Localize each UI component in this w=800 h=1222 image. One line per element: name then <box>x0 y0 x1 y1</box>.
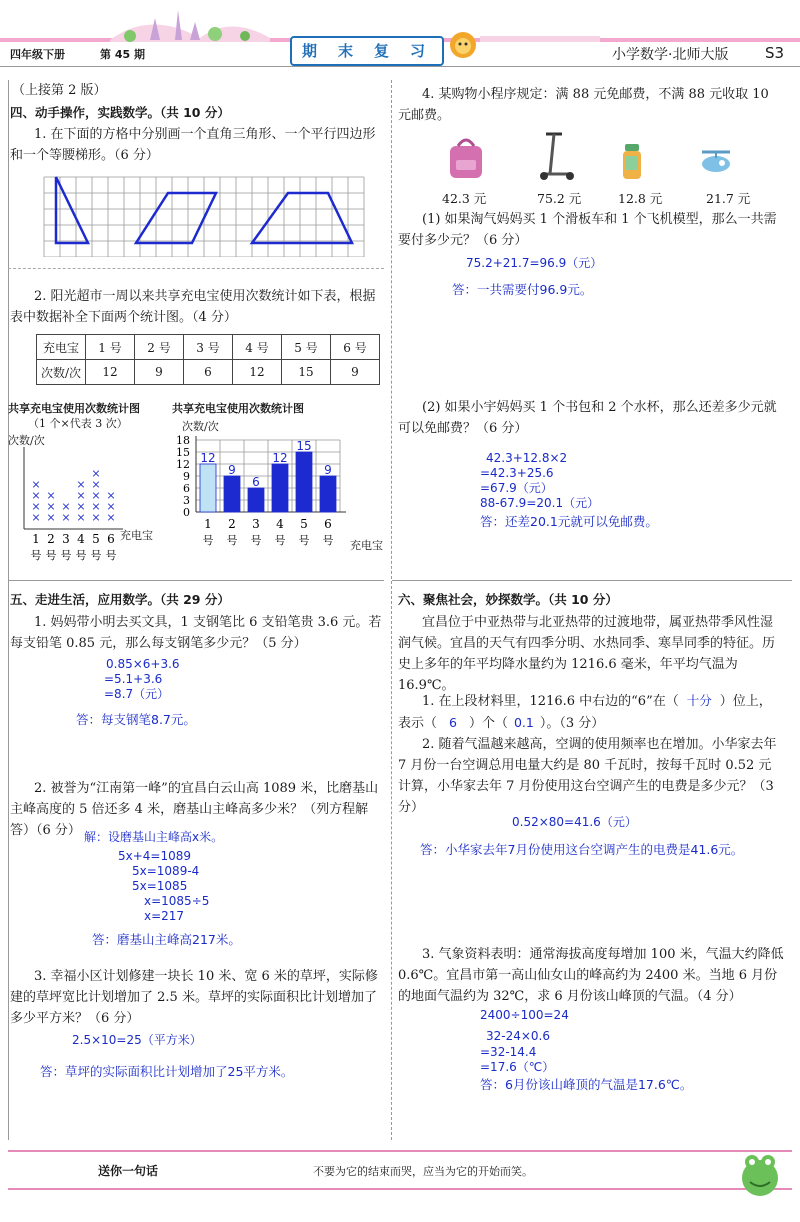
bar-y-tick: 15 <box>176 446 190 459</box>
bar-x-tick-unit: 号 <box>226 534 238 547</box>
bar-x-tick: 6 <box>324 517 332 531</box>
pictograph-mark: × <box>91 478 101 491</box>
bar-y-tick: 18 <box>176 434 190 447</box>
s5-q3: 3. 幸福小区计划修建一块长 10 米、宽 6 米的草坪，实际修建的草坪宽比计划增加了 2.5 米。草坪的实际面积比计划增加了多少平方米？（6 分） <box>10 969 378 1026</box>
s6-q1-text-b: ）位上， <box>719 694 772 709</box>
header-rule <box>0 66 800 67</box>
title-char-4: 习 <box>410 42 426 60</box>
page-number: S3 <box>765 44 785 62</box>
s5-a2-line2: 5x+4=1089 <box>118 849 192 863</box>
bar-y-tick: 3 <box>183 494 190 507</box>
s5-a2-line1: 解：设磨基山主峰高x米。 <box>84 830 224 844</box>
pictograph-mark: × <box>106 500 116 513</box>
s5-a2-line4: 5x=1085 <box>132 879 188 893</box>
chartB-xlabel: 充电宝 <box>350 539 383 552</box>
table-row <box>37 335 380 360</box>
lion-mascot-icon <box>448 30 478 60</box>
s6-q1-text-d: ）个（ <box>468 716 508 731</box>
s6-q1-line1 <box>422 690 772 712</box>
pictograph-mark: × <box>76 478 86 491</box>
pictograph-mark: × <box>106 511 116 524</box>
r4-sa1-line: 75.2+21.7=96.9（元） <box>466 256 603 270</box>
section-6-title: 六、聚焦社会，妙探数学。（共 10 分） <box>398 592 618 607</box>
table-cell: 9 <box>331 360 380 385</box>
rule-s4a <box>8 268 384 269</box>
scooter-icon <box>536 130 576 182</box>
s5-a2-line6: x=217 <box>144 909 185 923</box>
footer-quote: 不要为它的结束而哭，应当为它的开始而笑。 <box>313 1165 533 1178</box>
pictograph-mark: × <box>31 511 41 524</box>
chartA-subtitle: （1 个×代表 3 次） <box>28 417 128 430</box>
section-5-title: 五、走进生活，应用数学。（共 29 分） <box>10 592 230 607</box>
grade-label: 四年级下册 <box>10 48 65 61</box>
rule-right <box>392 580 792 581</box>
s6-a3-line2: 32-24×0.6 <box>486 1029 551 1043</box>
bar-y-tick: 12 <box>176 458 190 471</box>
table-cell: 2 号 <box>135 335 184 360</box>
s5-a1-result: 答：每支钢笔8.7元。 <box>76 712 196 727</box>
rule-s4b <box>8 580 384 581</box>
r4-sa2-line2: =42.3+25.6 <box>480 466 554 480</box>
price-plane: 21.7 元 <box>706 191 751 206</box>
pictograph-chart <box>18 445 153 565</box>
r4-sa2-line4: 88-67.9=20.1（元） <box>480 496 600 510</box>
s6-q1-text-a: 1. 在上段材料里，1216.6 中右边的“6”在（ <box>422 694 679 709</box>
subject-label: 小学数学·北师大版 <box>612 47 729 63</box>
frog-mascot-icon <box>730 1140 790 1200</box>
s6-q1-ans-place: 十分 <box>686 693 712 708</box>
bar-x-tick-unit: 号 <box>202 534 214 547</box>
bar-x-tick: 2 <box>228 517 236 531</box>
pictograph-tick-label: 6 <box>107 532 115 546</box>
pictograph-tick-unit: 号 <box>75 549 87 562</box>
bar-value-label: 9 <box>228 463 236 477</box>
bar <box>200 464 216 512</box>
table-cell: 6 <box>184 360 233 385</box>
r4-sa2-result: 答：还差20.1元就可以免邮费。 <box>480 514 658 529</box>
r4-question: 4. 某购物小程序规定：满 88 元免邮费，不满 88 元收取 10 元邮费。 <box>398 87 769 123</box>
pictograph-tick-unit: 号 <box>45 549 57 562</box>
bar-chart <box>176 432 376 572</box>
table-row <box>37 360 380 385</box>
bar-x-tick: 1 <box>204 517 212 531</box>
s6-q1-ans-unit: 0.1 <box>513 715 534 730</box>
r4-sa2-line1: 42.3+12.8×2 <box>486 451 568 465</box>
price-cup: 12.8 元 <box>618 191 663 206</box>
r4-subq2: (2) 如果小宇妈妈买 1 个书包和 2 个水杯，那么还差多少元就可以免邮费？（6 分） <box>398 400 777 436</box>
column-divider <box>391 80 392 1140</box>
s6-q1-text-e: ）。（3 分） <box>539 716 605 731</box>
bar-x-tick-unit: 号 <box>298 534 310 547</box>
bar-y-tick: 6 <box>183 482 190 495</box>
table-cell: 6 号 <box>331 335 380 360</box>
bar-x-tick: 3 <box>252 517 260 531</box>
table-cell: 15 <box>282 360 331 385</box>
s5-a2-result: 答：磨基山主峰高217米。 <box>92 932 241 947</box>
pictograph-mark: × <box>31 489 41 502</box>
pictograph-mark: × <box>91 500 101 513</box>
s6-a2-line: 0.52×80=41.6（元） <box>512 815 637 829</box>
bar-x-tick: 4 <box>276 517 284 531</box>
bar-x-tick-unit: 号 <box>322 534 334 547</box>
page-header <box>0 0 800 63</box>
pictograph-mark: × <box>91 511 101 524</box>
s6-q1-text-c: 表示（ <box>398 716 438 731</box>
data-table <box>36 334 380 385</box>
header-title-box <box>290 36 444 66</box>
chartB-title: 共享充电宝使用次数统计图 <box>172 402 304 415</box>
s4-q1: 1. 在下面的方格中分别画一个直角三角形、一个平行四边形和一个等腰梯形。（6 分） <box>10 127 376 163</box>
trapezoid-shape <box>252 193 352 243</box>
r4-sa1-result: 答：一共需要付96.9元。 <box>452 282 593 297</box>
pictograph-mark: × <box>76 500 86 513</box>
bar-x-tick: 5 <box>300 517 308 531</box>
bar <box>320 476 336 512</box>
s6-a3-line4: =17.6（℃） <box>480 1060 555 1074</box>
s6-a3-line1: 2400÷100=24 <box>480 1008 569 1022</box>
pictograph-mark: × <box>76 489 86 502</box>
bar <box>272 464 288 512</box>
s6-a3-result: 答：6月份该山峰顶的气温是17.6℃。 <box>480 1077 693 1092</box>
pictograph-mark: × <box>61 500 71 513</box>
title-char-1: 期 <box>302 42 318 60</box>
s6-intro: 宜昌位于中亚热带与北亚热带的过渡地带，属亚热带季风性湿润气候。宜昌的天气有四季分明、水热同季、寒旱同季的特征。历史上多年的年平均降水量约为 1216.6 毫米，年平均气温为 16.9℃。 <box>398 615 776 693</box>
s5-a3-result: 答：草坪的实际面积比计划增加了25平方米。 <box>40 1064 294 1079</box>
chartB-ylabel: 次数/次 <box>182 420 219 433</box>
footer-band <box>8 1150 792 1190</box>
pictograph-mark: × <box>46 489 56 502</box>
pictograph-mark: × <box>46 500 56 513</box>
r4-sa2-line3: =67.9（元） <box>480 481 553 495</box>
bar-y-tick: 0 <box>183 506 190 519</box>
pictograph-tick-unit: 号 <box>90 549 102 562</box>
s6-a2-result: 答：小华家去年7月份使用这台空调产生的电费是41.6元。 <box>420 842 744 857</box>
table-cell: 3 号 <box>184 335 233 360</box>
chartA-ylabel: 次数/次 <box>8 434 45 447</box>
s5-a2-line5: x=1085÷5 <box>144 894 210 908</box>
right-triangle-shape <box>56 177 88 243</box>
continued-note: （上接第 2 版） <box>12 83 107 98</box>
pictograph-tick-label: 3 <box>62 532 70 546</box>
bar <box>296 452 312 512</box>
pictograph-tick-unit: 号 <box>30 549 42 562</box>
pictograph-tick-label: 2 <box>47 532 55 546</box>
bar-value-label: 9 <box>324 463 332 477</box>
s6-q2: 2. 随着气温越来越高，空调的使用频率也在增加。小华家去年 7 月份一台空调总用电量大约是 80 千瓦时，按每千瓦时 0.52 元计算，小华家去年 7 月份使用这台空调产生的电费是多少元？（3 分） <box>398 737 777 815</box>
bar-value-label: 15 <box>296 439 312 453</box>
pictograph-tick-unit: 号 <box>60 549 72 562</box>
toy-plane-icon <box>694 146 740 178</box>
bar-x-tick-unit: 号 <box>250 534 262 547</box>
s5-a1-line2: =5.1+3.6 <box>104 672 163 686</box>
bar-value-label: 12 <box>272 451 288 465</box>
footer-label: 送你一句话 <box>98 1164 159 1178</box>
r4-subq1: (1) 如果淘气妈妈买 1 个滑板车和 1 个飞机模型，那么一共需要付多少元？（6 分） <box>398 212 777 248</box>
pictograph-mark: × <box>91 489 101 502</box>
table-cell: 次数/次 <box>37 360 86 385</box>
pictograph-tick-label: 4 <box>77 532 85 546</box>
bar-x-tick-unit: 号 <box>274 534 286 547</box>
table-cell: 4 号 <box>233 335 282 360</box>
table-cell: 12 <box>233 360 282 385</box>
chartA-xlabel: 充电宝 <box>120 529 153 542</box>
left-margin-rule <box>8 80 9 1140</box>
s5-a2-line3: 5x=1089-4 <box>132 864 200 878</box>
pictograph-mark: × <box>106 489 116 502</box>
table-cell: 1 号 <box>86 335 135 360</box>
s4-q2: 2. 阳光超市一周以来共享充电宝使用次数统计如下表，根据表中数据补全下面两个统计图。（4 分） <box>10 289 376 325</box>
table-cell: 12 <box>86 360 135 385</box>
table-cell: 5 号 <box>282 335 331 360</box>
drawing-grid <box>40 173 366 257</box>
s6-q1-ans-count: 6 <box>449 715 457 730</box>
issue-label: 第 45 期 <box>100 48 145 61</box>
pictograph-mark: × <box>76 511 86 524</box>
bar <box>224 476 240 512</box>
s6-a3-line3: =32-14.4 <box>480 1045 537 1059</box>
pictograph-mark: × <box>31 500 41 513</box>
pictograph-mark: × <box>46 511 56 524</box>
pictograph-mark: × <box>61 511 71 524</box>
s5-a1-line1: 0.85×6+3.6 <box>106 657 180 671</box>
price-scooter: 75.2 元 <box>537 191 582 206</box>
bar-value-label: 12 <box>200 451 216 465</box>
backpack-icon <box>446 134 486 180</box>
title-char-2: 末 <box>338 42 354 60</box>
bar <box>248 488 264 512</box>
chartA-title: 共享充电宝使用次数统计图 <box>8 402 140 415</box>
s6-q3: 3. 气象资料表明：通常海拔高度每增加 100 米，气温大约降低 0.6℃。宜昌市第一高山仙女山的峰高约为 2400 米。当地 6 月份的地面气温约为 32℃，求 6 月份该山峰顶的气温。（4 分） <box>398 947 784 1004</box>
s5-q1: 1. 妈妈带小明去买文具，1 支钢笔比 6 支铅笔贵 3.6 元。若每支铅笔 0.85 元，那么每支钢笔多少元？（5 分） <box>10 615 382 651</box>
pictograph-tick-unit: 号 <box>105 549 117 562</box>
s5-a3-line: 2.5×10=25（平方米） <box>72 1033 202 1047</box>
section-4-title: 四、动手操作，实践数学。（共 10 分） <box>10 105 230 120</box>
pictograph-tick-label: 5 <box>92 532 100 546</box>
table-cell: 充电宝 <box>37 335 86 360</box>
pictograph-tick-label: 1 <box>32 532 40 546</box>
pictograph-mark: × <box>91 467 101 480</box>
s5-q2: 2. 被誉为“江南第一峰”的宜昌白云山高 1089 米，比磨基山主峰高度的 5 倍还多 4 米，磨基山主峰高多少米？（列方程解答）（6 分） <box>10 781 379 838</box>
s6-q1-line2 <box>398 712 604 734</box>
bar-y-tick: 9 <box>183 470 190 483</box>
table-cell: 9 <box>135 360 184 385</box>
title-char-3: 复 <box>374 42 390 60</box>
s5-a1-line3: =8.7（元） <box>104 687 170 701</box>
pictograph-mark: × <box>31 478 41 491</box>
price-backpack: 42.3 元 <box>442 191 487 206</box>
water-cup-icon <box>620 142 644 182</box>
bar-value-label: 6 <box>252 475 260 489</box>
